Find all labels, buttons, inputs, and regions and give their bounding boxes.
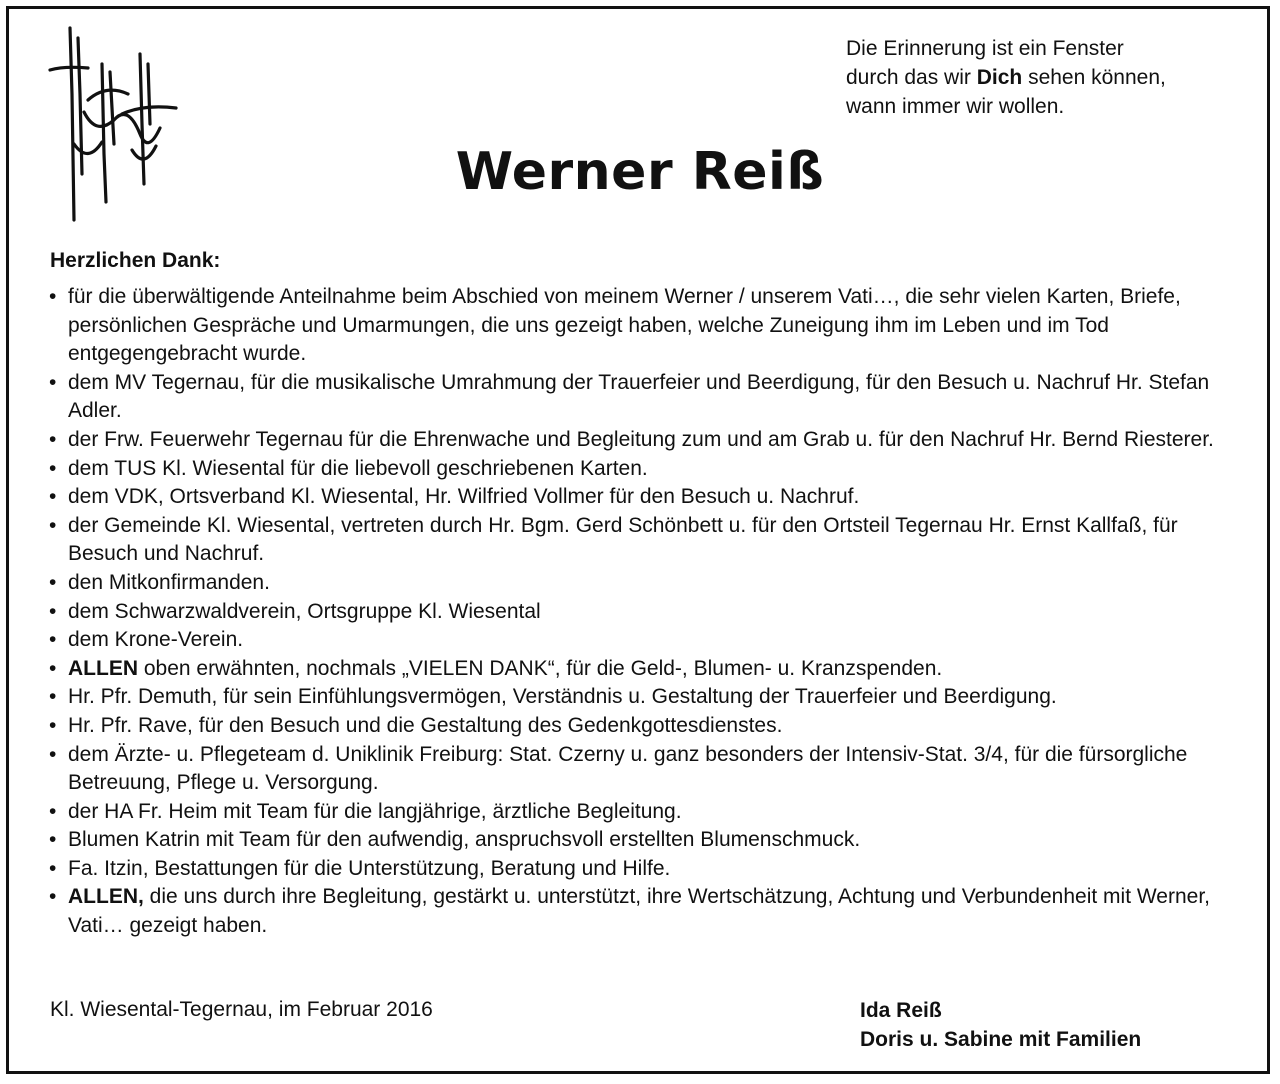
list-item: [48, 369, 1238, 426]
motto-line-2: [846, 63, 1246, 92]
list-item: [48, 512, 1238, 569]
list-item: [48, 883, 1238, 940]
list-item-text: Blumen Katrin mit Team für den aufwendig, anspruchsvoll erstellten Blumenschmuck.: [68, 828, 861, 852]
motto-line-3: wann immer wir wollen.: [846, 95, 1065, 118]
signer-1: Ida Reiß: [860, 999, 942, 1022]
list-item-text: Hr. Pfr. Rave, für den Besuch und die Gestaltung des Gedenkgottesdienstes.: [68, 713, 783, 737]
list-item: [48, 655, 1238, 684]
list-item-text: dem MV Tegernau, für die musikalische Umrahmung der Trauerfeier und Beerdigung, für den Besuch u. Nachruf Hr. Stefan Adler.: [68, 370, 1210, 423]
list-item-text: die uns durch ihre Begleitung, gestärkt u. unterstützt, ihre Wertschätzung, Achtung und Verbundenheit mit Werner, Vati… gezeigt haben.: [68, 885, 1211, 938]
list-item-text: der Frw. Feuerwehr Tegernau für die Ehrenwache und Begleitung zum und am Grab u. für den Nachruf Hr. Bernd Riesterer.: [68, 427, 1214, 451]
list-item-text: den Mitkonfirmanden.: [68, 570, 270, 594]
list-item: [48, 598, 1238, 627]
list-item-text: dem VDK, Ortsverband Kl. Wiesental, Hr. Wilfried Vollmer für den Besuch u. Nachruf.: [68, 485, 860, 509]
list-item: [48, 483, 1238, 512]
list-item-text: dem Krone-Verein.: [68, 628, 244, 652]
list-item-text: dem Ärzte- u. Pflegeteam d. Uniklinik Freiburg: Stat. Czerny u. ganz besonders der Intensiv-Stat. 3/4, für die fürsorgliche Betreuung, Pflege u. Versorgung.: [68, 742, 1188, 795]
list-item: [48, 826, 1238, 855]
list-item: [48, 626, 1238, 655]
motto-line-1: Die Erinnerung ist ein Fenster: [846, 37, 1124, 60]
list-item: [48, 283, 1238, 369]
place-date: Kl. Wiesental-Tegernau, im Februar 2016: [50, 998, 433, 1021]
list-item: [48, 569, 1238, 598]
list-item-text: dem Schwarzwaldverein, Ortsgruppe Kl. Wiesental: [68, 599, 541, 623]
signer-2: Doris u. Sabine mit Familien: [860, 1028, 1142, 1051]
list-item-bold: ALLEN,: [68, 885, 144, 909]
list-item-text: Hr. Pfr. Demuth, für sein Einfühlungsvermögen, Verständnis u. Gestaltung der Trauerfeier und Beerdigung.: [68, 685, 1057, 709]
list-item: [48, 712, 1238, 741]
list-item-text: der Gemeinde Kl. Wiesental, vertreten durch Hr. Bgm. Gerd Schönbett u. für den Ortsteil Tegernau Hr. Ernst Kallfaß, für Besuch und Nachruf.: [68, 513, 1178, 566]
motto-quote: [846, 34, 1246, 121]
thanks-heading: Herzlichen Dank:: [50, 249, 221, 272]
list-item-bold: ALLEN: [68, 656, 138, 680]
list-item: [48, 455, 1238, 484]
list-item-text: für die überwältigende Anteilnahme beim Abschied von meinem Werner / unserem Vati…, die sehr vielen Karten, Briefe, persönlichen Gespräche und Umarmungen, die uns gezeigt haben, welche Zuneigung ihm im Leben und im Tod entgegengebracht wurde.: [68, 285, 1181, 366]
list-item-text: Fa. Itzin, Bestattungen für die Unterstützung, Beratung und Hilfe.: [68, 856, 671, 880]
list-item: [48, 798, 1238, 827]
thanks-list: [48, 283, 1238, 941]
list-item: [48, 426, 1238, 455]
list-item-text: oben erwähnten, nochmals „VIELEN DANK“, für die Geld-, Blumen- u. Kranzspenden.: [138, 656, 943, 680]
deceased-name: Werner Reiß: [455, 142, 825, 202]
list-item-text: dem TUS Kl. Wiesental für die liebevoll geschriebenen Karten.: [68, 456, 648, 480]
list-item: [48, 855, 1238, 884]
signers: [860, 996, 1141, 1054]
motto-line-2-start: durch das wir: [846, 66, 977, 89]
list-item-text: der HA Fr. Heim mit Team für die langjährige, ärztliche Begleitung.: [68, 799, 682, 823]
list-item: [48, 683, 1238, 712]
list-item: [48, 741, 1238, 798]
motto-line-2-end: sehen können,: [1022, 66, 1166, 89]
motto-line-2-bold: Dich: [976, 66, 1023, 89]
